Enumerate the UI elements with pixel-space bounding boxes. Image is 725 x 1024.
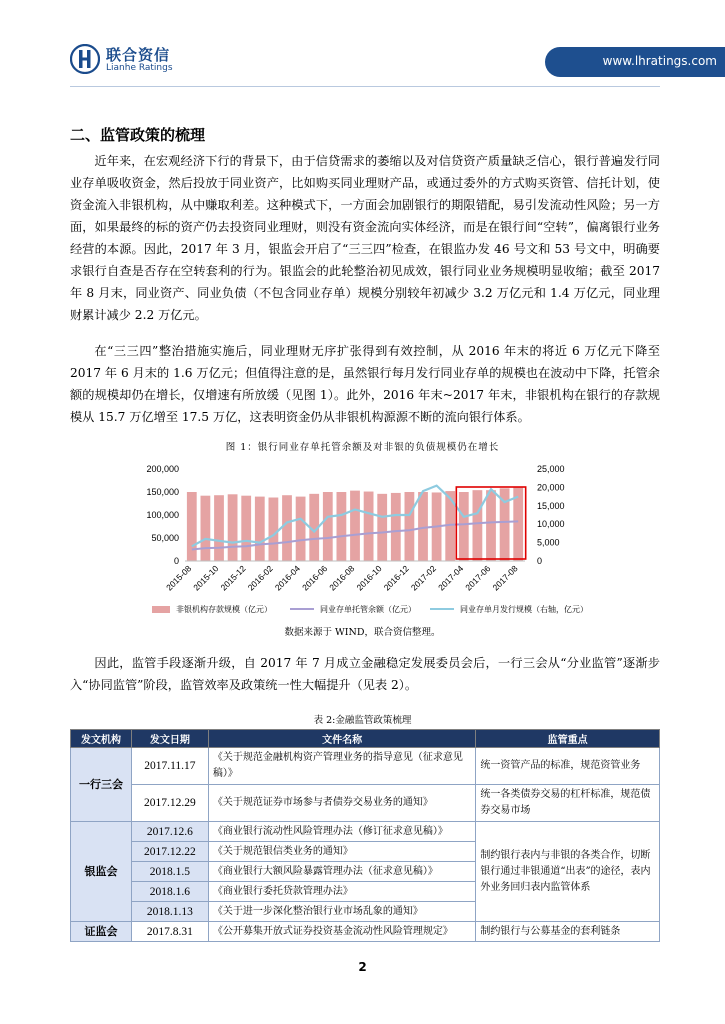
legend-label: 非银机构存款规模（亿元） (176, 605, 272, 614)
logo-chinese-name: 联合资信 (106, 46, 171, 64)
table-header-row (71, 730, 660, 748)
right-tick-label: 25,000 (537, 464, 565, 474)
doc-cell: 《商业银行委托贷款管理办法》 (208, 882, 475, 902)
legend-label: 同业存单月发行规模（右轴，亿元） (460, 605, 588, 614)
section-title: 二、监管政策的梳理 (70, 126, 206, 144)
header-focus: 监管重点 (476, 730, 660, 748)
x-tick-label: 2017-02 (408, 563, 439, 593)
bar (214, 495, 224, 561)
bar (486, 490, 496, 561)
bar (377, 494, 387, 561)
paragraph-3: 因此，监管手段逐渐升级，自 2017 年 7 月成立金融稳定发展委员会后，一行三会从“分业监管”逐渐步入“协同监管”阶段，监管效率及政策统一性大幅提升（见表 2）。 (70, 656, 660, 692)
bar (228, 494, 238, 561)
left-tick-label: 150,000 (146, 487, 179, 497)
right-tick-label: 20,000 (537, 482, 565, 493)
header-doc: 文件名称 (208, 730, 475, 748)
bar (350, 491, 360, 561)
date-cell: 2017.8.31 (131, 922, 208, 942)
bar (282, 495, 292, 561)
paragraph-2: 在“三三四”整治措施实施后，同业理财无序扩张得到有效控制，从 2016 年末的将近 6 万亿元下降至 2017 年 6 月末的 1.6 万亿元；但值得注意的是，虽然银行每月发行同业存单的规模也在波动中下降，托管余额的规模却仍在增长，仅增速有所放缓（见图 1）。此外，2016 年末~2017 年末，非银机构在银行的存款规模从 15.7 万亿增至 17.5 万亿，这表明资金仍从非银机构源源不断的流向银行体系。 (70, 344, 660, 424)
x-tick-label: 2017-04 (436, 563, 466, 593)
bar (269, 498, 279, 561)
focus-cell: 统一资管产品的标准，规范资管业务 (476, 748, 660, 785)
x-tick-label: 2016-02 (245, 563, 275, 593)
table-title: 表 2:金融监管政策梳理 (313, 715, 412, 726)
doc-cell: 《关于进一步深化整治银行业市场乱象的通知》 (208, 902, 475, 922)
bar (364, 492, 374, 561)
page-number: 2 (358, 960, 367, 974)
focus-cell: 统一各类债券交易的杠杆标准，规范债券交易市场 (476, 785, 660, 822)
company-logo (70, 42, 220, 78)
table-row (71, 822, 660, 842)
website-banner (545, 47, 725, 77)
x-tick-label: 2016-10 (354, 563, 384, 593)
bar (187, 492, 197, 561)
header-org: 发文机构 (71, 730, 132, 748)
bar (201, 496, 211, 561)
date-cell: 2017.12.6 (131, 822, 208, 842)
x-tick-label: 2015-08 (164, 563, 194, 593)
x-tick-label: 2017-06 (463, 563, 493, 593)
doc-cell: 《商业银行大额风险暴露管理办法（征求意见稿）》 (208, 862, 475, 882)
x-tick-label: 2016-08 (327, 563, 357, 593)
table-row (71, 748, 660, 785)
left-tick-label: 100,000 (146, 510, 179, 520)
policy-table (70, 729, 660, 942)
figure-title: 图 1：银行同业存单托管余额及对非银的负债规模仍在增长 (225, 442, 500, 453)
org-cell: 一行三会 (71, 748, 132, 822)
date-cell: 2018.1.13 (131, 902, 208, 922)
date-cell: 2017.11.17 (131, 748, 208, 785)
right-tick-label: 10,000 (537, 519, 565, 530)
focus-cell: 制约银行表内与非银的各类合作，切断银行通过非银通道“出表”的途径，表内外业务回归表内监管体系 (476, 822, 660, 922)
figure-chart (130, 455, 600, 635)
bar (337, 492, 347, 561)
x-tick-label: 2017-08 (490, 563, 520, 593)
lianhe-logo-icon (70, 44, 100, 74)
right-tick-label: 5,000 (537, 537, 560, 548)
right-tick-label: 0 (537, 556, 543, 566)
doc-cell: 《公开募集开放式证券投资基金流动性风险管理规定》 (208, 922, 475, 942)
x-tick-label: 2016-12 (381, 563, 411, 593)
legend-swatch-bar (152, 606, 170, 613)
org-cell: 银监会 (71, 822, 132, 922)
legend-label: 同业存单托管余额（亿元） (320, 605, 416, 614)
doc-cell: 《关于规范证券市场参与者债券交易业务的通知》 (208, 785, 475, 822)
table-row (71, 922, 660, 942)
figure-source: 数据来源于 WIND，联合资信整理。 (284, 627, 441, 638)
date-cell: 2017.12.22 (131, 842, 208, 862)
header-date: 发文日期 (131, 730, 208, 748)
x-tick-label: 2015-10 (191, 563, 221, 593)
left-tick-label: 200,000 (146, 464, 179, 474)
bar (391, 493, 401, 561)
x-tick-label: 2015-12 (218, 563, 248, 593)
date-cell: 2018.1.6 (131, 882, 208, 902)
table-row (71, 785, 660, 822)
header-divider (70, 86, 660, 87)
bar (323, 492, 333, 561)
date-cell: 2017.12.29 (131, 785, 208, 822)
right-tick-label: 15,000 (537, 500, 565, 511)
left-tick-label: 50,000 (151, 533, 179, 543)
left-tick-label: 0 (173, 556, 179, 566)
x-tick-label: 2016-04 (272, 563, 303, 593)
bar (473, 490, 483, 561)
bar (255, 497, 265, 561)
page-header (0, 0, 725, 100)
x-tick-label: 2016-06 (300, 563, 330, 593)
focus-cell: 制约银行与公募基金的套利链条 (476, 922, 660, 942)
logo-english-name: Lianhe Ratings (106, 63, 173, 73)
org-cell: 证监会 (71, 922, 132, 942)
bar (241, 496, 251, 561)
date-cell: 2018.1.5 (131, 862, 208, 882)
doc-cell: 《关于规范金融机构资产管理业务的指导意见（征求意见稿）》 (208, 748, 475, 785)
bar (296, 497, 306, 561)
paragraph-1: 近年来，在宏观经济下行的背景下，由于信贷需求的萎缩以及对信贷资产质量缺乏信心，银行普遍发行同业存单吸收资金，然后投放于同业资产，比如购买同业理财产品，或通过委外的方式购买资管、信托计划，使资金流入非银机构，从中赚取利差。这种模式下，一方面会加剧银行的期限错配，易引发流动性风险；另一方面，如果最终的标的资产仍去投资同业理财，则没有资金流向实体经济，而是在银行间“空转”，偏离银行业务经营的本源。因此，2017 年 3 月，银监会开启了“三三四”检查，在银监办发 46 号文和 53 号文中，明确要求银行自查是否存在空转套利的行为。银监会的此轮整治初见成效，银行同业业务规模明显收缩；截至 2017 年 8 月末，同业资产、同业负债（不包含同业存单）规模分别较年初减少 3.2 万亿元和 1.4 万亿元，同业理财累计减少 2.2 万亿元。 (70, 154, 660, 322)
doc-cell: 《关于规范银信类业务的通知》 (208, 842, 475, 862)
doc-cell: 《商业银行流动性风险管理办法（修订征求意见稿）》 (208, 822, 475, 842)
bar (405, 492, 415, 561)
bar (418, 492, 428, 561)
bar (459, 492, 469, 561)
website-url[interactable]: www.lhratings.com (602, 54, 717, 68)
